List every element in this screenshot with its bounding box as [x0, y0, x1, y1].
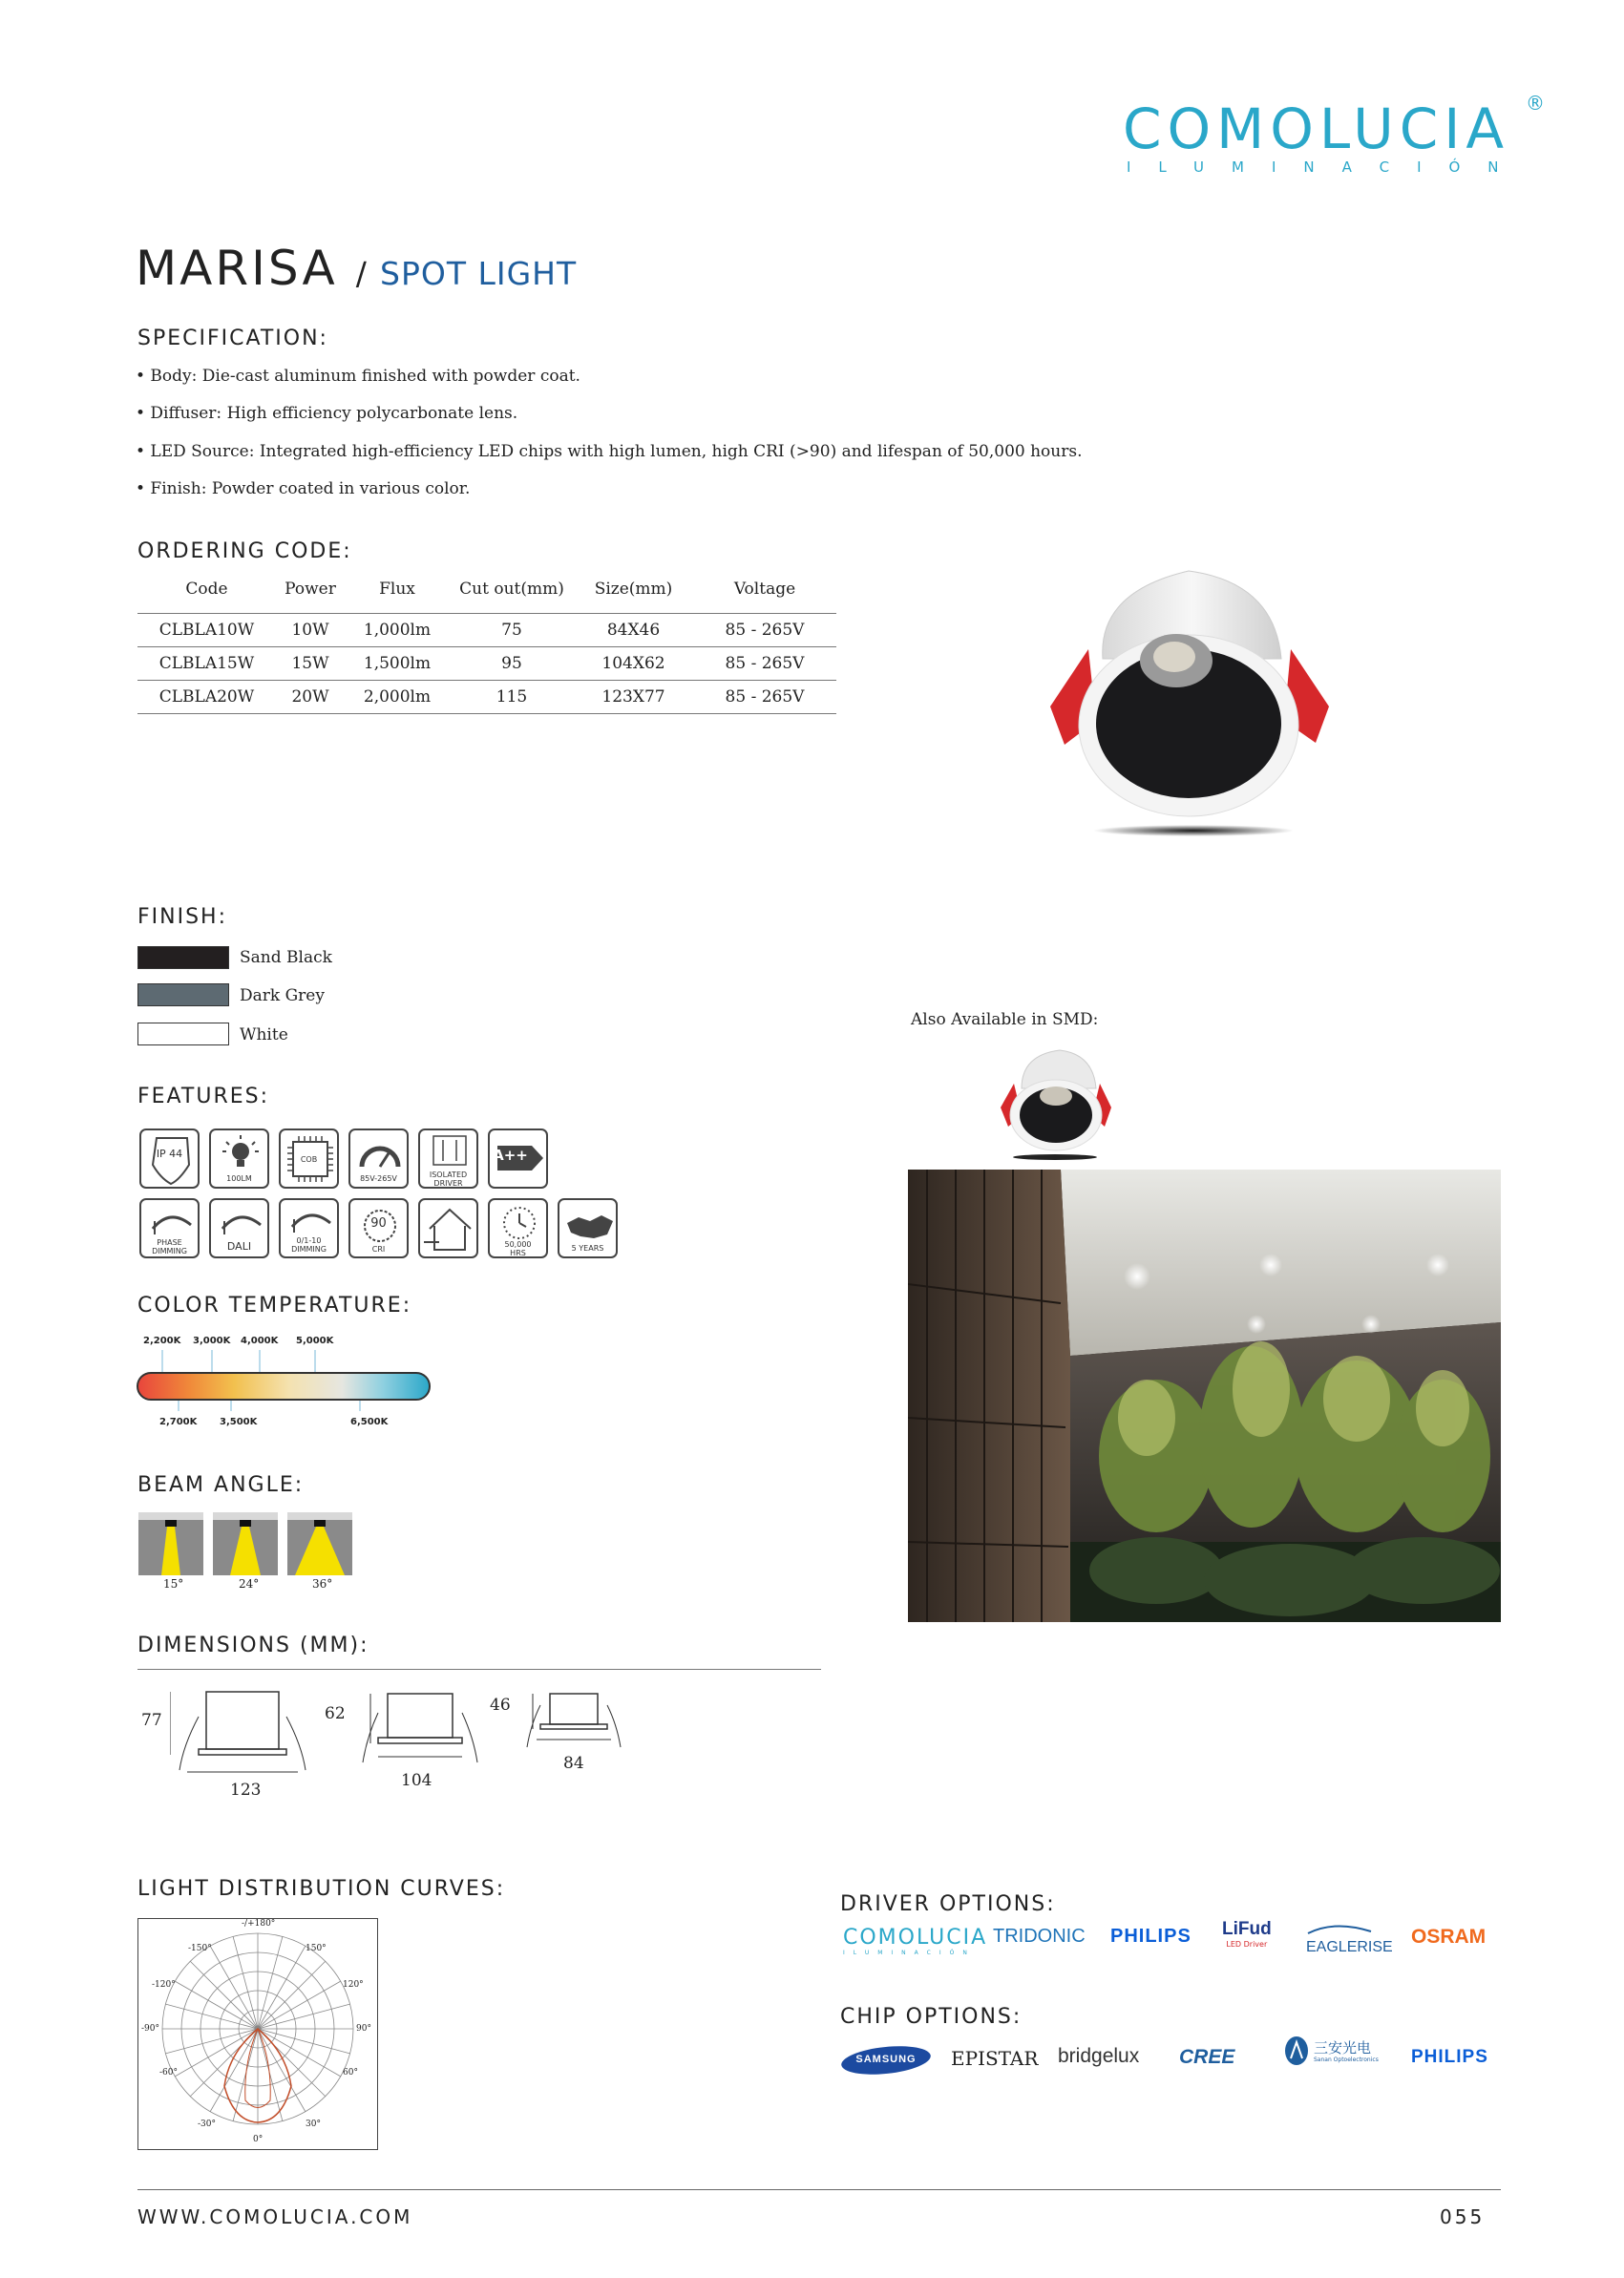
- driver-logo-comolucia: [843, 1926, 987, 1956]
- table-cell: CLBLA10W: [137, 613, 276, 646]
- brand-logo-wordmark: COMOLUCIA: [1123, 96, 1510, 161]
- driver-logo-eaglerise: [1306, 1921, 1393, 1956]
- spec-item: • LED Source: Integrated high-efficiency LED chips with high lumen, high CRI (>90) and lifespan of 50,000 hours.: [136, 442, 1083, 461]
- cob-chip-icon: [279, 1128, 339, 1189]
- product-image: [1031, 554, 1346, 840]
- dali-icon: [209, 1198, 269, 1258]
- features-heading: FEATURES:: [137, 1085, 270, 1108]
- polar-angle-label: 90°: [356, 2024, 371, 2034]
- feature-label: IP 44: [156, 1148, 183, 1160]
- hours-clock-icon: [488, 1198, 548, 1258]
- polar-angle-label: -150°: [188, 1944, 212, 1953]
- title-separator: /: [355, 255, 368, 292]
- ip44-shield-icon: [139, 1128, 200, 1189]
- beam-36-diagram: [287, 1512, 352, 1575]
- house-icon: [418, 1198, 478, 1258]
- driver-logo-tridonic: TRIDONIC: [993, 1926, 1086, 1947]
- table-header-row: [137, 565, 836, 613]
- color-temperature-heading: COLOR TEMPERATURE:: [137, 1294, 412, 1318]
- chip-brand-sub: Sanan Optoelectronics: [1314, 2057, 1379, 2063]
- chip-options-heading: CHIP OPTIONS:: [840, 2005, 1023, 2029]
- eaglerise-swoosh-icon: [1306, 1924, 1373, 1935]
- feature-label: 50,000 HRS: [504, 1240, 532, 1257]
- beam-angle-heading: BEAM ANGLE:: [137, 1473, 305, 1497]
- column-header: Size(mm): [574, 565, 693, 613]
- brand-logo-subtitle: ILUMINACIÓN: [1127, 158, 1527, 176]
- product-category: SPOT LIGHT: [380, 255, 578, 292]
- footer-divider: [137, 2189, 1501, 2190]
- dimension-width: 104: [401, 1771, 432, 1790]
- cri-icon: [348, 1198, 409, 1258]
- table-cell: CLBLA20W: [137, 680, 276, 713]
- driver-brand-sub: LED Driver: [1226, 1940, 1268, 1949]
- polar-angle-label: -/+180°: [242, 1919, 276, 1929]
- chip-logo-epistar: EPISTAR: [951, 2047, 1039, 2070]
- smd-label: Also Available in SMD:: [911, 1010, 1099, 1029]
- color-temperature-bar: [136, 1348, 432, 1415]
- table-cell: 95: [450, 646, 574, 680]
- finish-swatch-dark-grey: [137, 983, 229, 1006]
- driver-logo-lifud: [1222, 1919, 1272, 1949]
- feature-label: COB: [300, 1155, 318, 1164]
- beam-angle-label: 36°: [312, 1577, 333, 1591]
- table-cell: 123X77: [574, 680, 693, 713]
- driver-logo-philips: PHILIPS: [1110, 1926, 1192, 1947]
- sanan-emblem-icon: [1283, 2035, 1310, 2066]
- polar-chart-frame: [137, 1918, 378, 2150]
- table-cell: 2,000lm: [345, 680, 450, 713]
- handshake-icon: [558, 1198, 618, 1258]
- ct-label: 6,500K: [350, 1417, 389, 1427]
- spec-item: • Body: Die-cast aluminum finished with powder coat.: [136, 367, 580, 386]
- feature-label: 0/1-10 DIMMING: [291, 1236, 327, 1254]
- chip-logo-philips: PHILIPS: [1411, 2047, 1488, 2067]
- application-photo: [908, 1170, 1501, 1622]
- polar-angle-label: -90°: [141, 2024, 159, 2034]
- table-cell: 75: [450, 613, 574, 646]
- spec-item: • Diffuser: High efficiency polycarbonate lens.: [136, 404, 518, 423]
- table-cell: 84X46: [574, 613, 693, 646]
- table-cell: 85 - 265V: [693, 680, 836, 713]
- energy-class-icon: [488, 1128, 548, 1189]
- light-distribution-heading: LIGHT DISTRIBUTION CURVES:: [137, 1877, 506, 1901]
- table-cell: 85 - 265V: [693, 613, 836, 646]
- ordering-code-table: [137, 565, 836, 714]
- feature-label: CRI: [371, 1245, 386, 1254]
- ct-label: 2,700K: [159, 1417, 198, 1427]
- finish-swatch-white: [137, 1023, 229, 1045]
- page-title: [136, 241, 577, 296]
- product-name: MARISA: [136, 241, 338, 296]
- driver-brand: LiFud: [1222, 1919, 1272, 1939]
- finish-label: Dark Grey: [240, 986, 325, 1005]
- table-row: [137, 646, 836, 680]
- polar-angle-label: -120°: [152, 1980, 176, 1990]
- chip-brand: SAMSUNG: [855, 2054, 917, 2065]
- table-cell: 85 - 265V: [693, 646, 836, 680]
- dimension-width: 123: [230, 1781, 262, 1800]
- finish-swatch-sand-black: [137, 946, 229, 969]
- dimension-height: 46: [490, 1696, 511, 1715]
- registered-mark: ®: [1526, 92, 1545, 115]
- feature-label: ISOLATED DRIVER: [429, 1171, 468, 1188]
- table-cell: 1,000lm: [345, 613, 450, 646]
- feature-label: PHASE DIMMING: [152, 1238, 187, 1255]
- cri-value: 90: [370, 1216, 387, 1231]
- dimension-drawing-medium: [353, 1690, 487, 1778]
- phase-dimming-icon: [139, 1198, 200, 1258]
- column-header: Cut out(mm): [450, 565, 574, 613]
- driver-brand: COMOLUCIA: [843, 1926, 988, 1950]
- beam-angle-label: 24°: [239, 1577, 260, 1591]
- polar-angle-label: -30°: [198, 2120, 216, 2129]
- footer-website[interactable]: WWW.COMOLUCIA.COM: [137, 2205, 413, 2228]
- bulb-icon: [209, 1128, 269, 1189]
- table-cell: 15W: [276, 646, 345, 680]
- column-header: Power: [276, 565, 345, 613]
- chip-logo-bridgelux: bridgelux: [1058, 2045, 1140, 2067]
- dimming-0-1-10-icon: [279, 1198, 339, 1258]
- isolated-driver-icon: [418, 1128, 478, 1189]
- table-cell: 115: [450, 680, 574, 713]
- table-cell: 1,500lm: [345, 646, 450, 680]
- polar-angle-label: 120°: [343, 1980, 364, 1990]
- finish-heading: FINISH:: [137, 905, 228, 929]
- ct-label: 3,500K: [220, 1417, 258, 1427]
- table-cell: 10W: [276, 613, 345, 646]
- driver-brand: EAGLERISE: [1306, 1939, 1393, 1955]
- chip-brand: 三安光电: [1314, 2039, 1372, 2057]
- table-row: [137, 613, 836, 646]
- dimension-width: 84: [563, 1754, 584, 1773]
- dimension-height: 77: [141, 1711, 162, 1730]
- polar-angle-label: 150°: [306, 1944, 327, 1953]
- beam-angle-label: 15°: [163, 1577, 184, 1591]
- table-cell: 104X62: [574, 646, 693, 680]
- feature-label: DALI: [226, 1240, 252, 1253]
- specification-heading: SPECIFICATION:: [137, 327, 328, 350]
- dimension-height: 62: [325, 1704, 346, 1723]
- column-header: Code: [137, 565, 276, 613]
- dimensions-heading: DIMENSIONS (MM):: [137, 1634, 369, 1657]
- chip-logo-cree: CREE: [1179, 2046, 1235, 2068]
- ct-label: 3,000K: [193, 1336, 231, 1346]
- beam-24-diagram: [213, 1512, 278, 1575]
- divider: [137, 1669, 821, 1670]
- polar-angle-label: 0°: [253, 2135, 264, 2144]
- smd-product-image: [993, 1041, 1117, 1165]
- table-cell: CLBLA15W: [137, 646, 276, 680]
- polar-chart: [138, 1919, 377, 2149]
- feature-label: A++: [493, 1147, 528, 1164]
- voltage-gauge-icon: [348, 1128, 409, 1189]
- polar-angle-label: 60°: [343, 2068, 358, 2078]
- feature-label: 5 YEARS: [571, 1244, 604, 1253]
- feature-label: 100LM: [226, 1174, 252, 1183]
- page-number: 055: [1440, 2205, 1486, 2228]
- table-row: [137, 680, 836, 713]
- feature-label: 85V-265V: [360, 1174, 397, 1183]
- ordering-code-heading: ORDERING CODE:: [137, 539, 352, 563]
- column-header: Voltage: [693, 565, 836, 613]
- ct-label: 5,000K: [296, 1336, 334, 1346]
- ct-label: 2,200K: [143, 1336, 181, 1346]
- driver-logo-osram: OSRAM: [1411, 1926, 1487, 1948]
- column-header: Flux: [345, 565, 450, 613]
- beam-15-diagram: [138, 1512, 203, 1575]
- finish-label: White: [240, 1025, 288, 1044]
- spec-item: • Finish: Powder coated in various color.: [136, 479, 471, 498]
- finish-label: Sand Black: [240, 948, 332, 967]
- polar-angle-label: -60°: [159, 2068, 178, 2078]
- dimension-drawing-large: [170, 1688, 315, 1783]
- chip-logo-samsung: [840, 2045, 932, 2076]
- polar-angle-label: 30°: [306, 2120, 321, 2129]
- brand-logo: [1123, 92, 1545, 191]
- ct-label: 4,000K: [241, 1336, 279, 1346]
- table-cell: 20W: [276, 680, 345, 713]
- driver-brand-sub: ILUMINACIÓN: [843, 1950, 976, 1956]
- driver-options-heading: DRIVER OPTIONS:: [840, 1892, 1056, 1916]
